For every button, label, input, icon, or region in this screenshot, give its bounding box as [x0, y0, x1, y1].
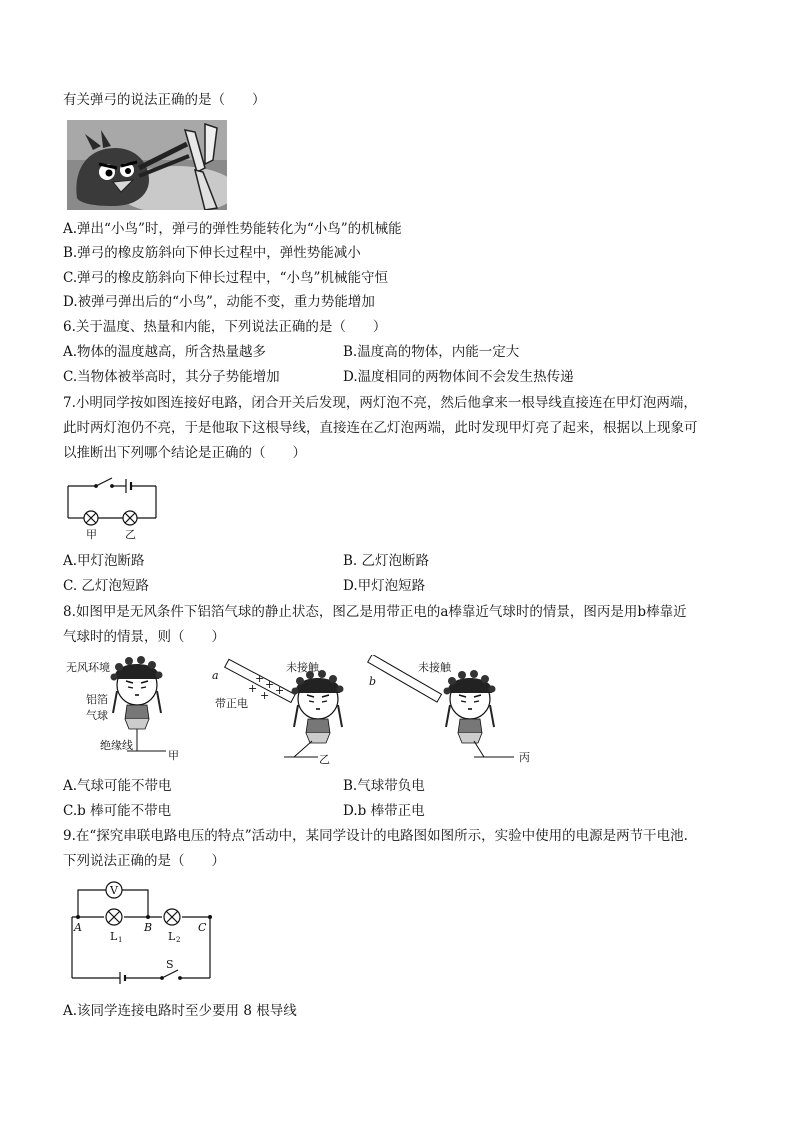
- q9-l1-label: L: [110, 930, 118, 943]
- q8-stem-line-1: 8.如图甲是无风条件下铝箔气球的静止状态，图乙是用带正电的a棒靠近气球时的情景，图丙是用b棒靠近: [63, 604, 687, 620]
- q9-point-c-label: C: [198, 921, 207, 934]
- q8-foil-label: 铝箔: [86, 693, 108, 706]
- q7-option-a: A.甲灯泡断路: [63, 553, 145, 569]
- q5-stem: 有关弹弓的说法正确的是（ ）: [63, 92, 266, 108]
- q8-not-touching-label-1: 未接触: [286, 661, 319, 674]
- q7-lamp-jia-label: 甲: [86, 528, 97, 541]
- q9-voltmeter-label: V: [110, 884, 118, 897]
- q8-plus-3: +: [275, 684, 285, 697]
- q8-option-d: D.b 棒带正电: [343, 803, 425, 819]
- slingshot-bird-image: [67, 120, 227, 210]
- q7-stem-line-1: 7.小明同学按如图连接好电路，闭合开关后发现，两灯泡不亮，然后他拿来一根导线直接连在甲灯泡两端，: [63, 395, 697, 411]
- q6-option-c: C.当物体被举高时，其分子势能增加: [63, 369, 280, 385]
- q8-insulated-wire-label: 绝缘线: [100, 739, 133, 752]
- q8-yi-label: 乙: [319, 753, 330, 766]
- q9-stem-line-1: 9.在“探究串联电路电压的特点”活动中，某同学设计的电路图如图所示，实验中使用的电源是两节干电池.: [63, 828, 688, 844]
- q9-l2-subscript: 2: [176, 936, 181, 944]
- q5-option-a: A.弹出“小鸟”时，弹弓的弹性势能转化为“小鸟”的机械能: [63, 221, 402, 237]
- q8-balloon-figure: [62, 655, 542, 767]
- q8-jia-label: 甲: [168, 749, 179, 762]
- q9-l2-label: L: [168, 930, 176, 943]
- q7-stem-line-2: 此时两灯泡仍不亮，于是他取下这根导线，直接连在乙灯泡两端，此时发现甲灯亮了起来，根据以上现象可: [63, 420, 698, 436]
- q8-option-a: A.气球可能不带电: [63, 778, 172, 794]
- q8-option-b: B.气球带负电: [343, 778, 425, 794]
- q8-plus-4: +: [248, 682, 258, 695]
- q7-option-c: C. 乙灯泡短路: [63, 578, 149, 594]
- q8-plus-5: +: [260, 689, 270, 702]
- q6-option-b: B.温度高的物体，内能一定大: [343, 344, 520, 360]
- q8-not-touching-label-2: 未接触: [418, 661, 451, 674]
- q8-rod-a-label: a: [212, 669, 219, 682]
- q8-stem-line-2: 气球时的情景，则（ ）: [63, 629, 225, 645]
- q8-plus-1: +: [255, 672, 265, 685]
- q7-option-d: D.甲灯泡短路: [343, 578, 426, 594]
- q8-balloon-jia-icon: [111, 656, 163, 729]
- q8-no-wind-label: 无风环境: [66, 661, 110, 674]
- q9-switch-label: S: [166, 958, 174, 971]
- q9-point-a-label: A: [74, 921, 82, 934]
- q7-stem-line-3: 以推断出下列哪个结论是正确的（ ）: [63, 445, 306, 461]
- q6-option-a: A.物体的温度越高，所含热量越多: [63, 344, 267, 360]
- q9-point-b-label: B: [144, 921, 153, 934]
- q8-balloon-yi-icon: [292, 670, 344, 743]
- q8-bing-label: 丙: [519, 751, 530, 764]
- slingshot-bird-icon: [67, 120, 227, 210]
- q7-option-b: B. 乙灯泡断路: [343, 553, 430, 569]
- q6-option-d: D.温度相同的两物体间不会发生热传递: [343, 369, 574, 385]
- q6-stem: 6.关于温度、热量和内能，下列说法正确的是（ ）: [63, 319, 387, 335]
- q8-option-c: C.b 棒可能不带电: [63, 803, 172, 819]
- q5-option-d: D.被弹弓弹出后的“小鸟”，动能不变，重力势能增加: [63, 294, 375, 310]
- q9-circuit-figure: [62, 878, 222, 988]
- q9-option-a: A.该同学连接电路时至少要用 8 根导线: [63, 1003, 297, 1019]
- q8-rod-b-label: b: [369, 675, 377, 688]
- q8-balloon-bing-icon: [444, 670, 496, 743]
- q8-positive-label: 带正电: [215, 697, 248, 710]
- q5-option-b: B.弹弓的橡皮筋斜向下伸长过程中，弹性势能减小: [63, 245, 361, 261]
- q9-stem-line-2: 下列说法正确的是（ ）: [63, 853, 225, 869]
- q7-lamp-yi-label: 乙: [125, 528, 136, 541]
- q7-circuit-figure: [62, 474, 162, 544]
- q5-option-c: C.弹弓的橡皮筋斜向下伸长过程中，“小鸟”机械能守恒: [63, 270, 388, 286]
- q8-balloon-label: 气球: [86, 709, 108, 722]
- q8-plus-2: +: [265, 678, 275, 691]
- q9-l1-subscript: 1: [118, 936, 123, 944]
